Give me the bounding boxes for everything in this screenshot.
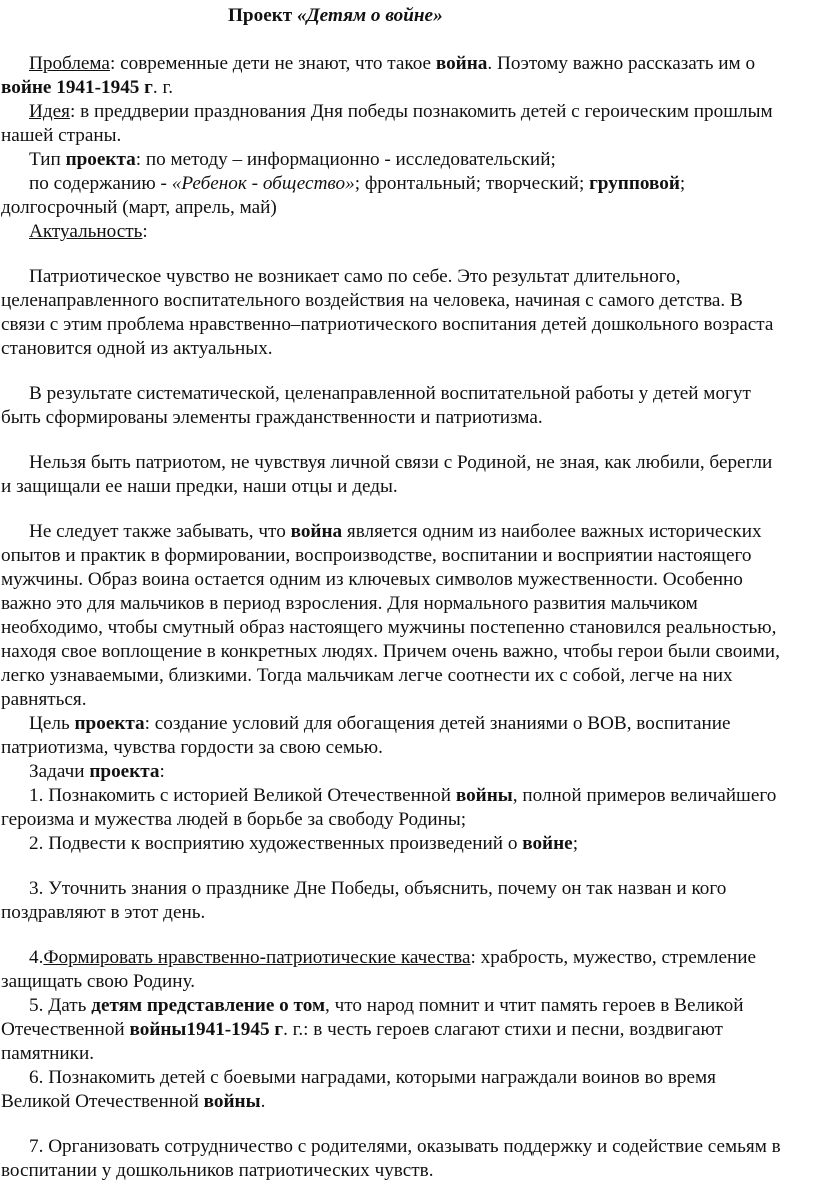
relevance-paragraph-1: Патриотическое чувство не возникает само по себе. Это результат длительного, целенаправленного воспитательного воздействия на человека, начиная с самого детства. В связи с этим проблема нравственно–патриотического воспитания детей дошкольного возраста становится одной из актуальных. [1,266,774,359]
task-item-5: 5. Дать детям представление о том, что народ помнит и чтит память героев в Великой Отечественной войны1941-1945 г. г.: в честь героев слагают стихи и песни, воздвигают памятники. [1,995,744,1064]
problem-paragraph: Проблема: современные дети не знают, что такое война. Поэтому важно рассказать им о войне 1941-1945 г. г. [1,53,756,98]
document-title: Проект «Детям о войне» [228,5,443,26]
task-item-4: 4.Формировать нравственно-патриотические качества: храбрость, мужество, стремление защищать свою Родину. [1,947,757,992]
relevance-heading: Актуальность: [29,221,148,242]
idea-paragraph: Идея: в преддверии празднования Дня победы познакомить детей с героическим прошлым нашей страны. [1,101,773,146]
document-body [1,52,787,1183]
task-item-2: 2. Подвести к восприятию художественных произведений о войне; [29,833,579,854]
goal-paragraph: Цель проекта: создание условий для обогащения детей знаниями о ВОВ, воспитание патриотизма, чувства гордости за свою семью. [1,713,731,758]
relevance-paragraph-2: В результате систематической, целенаправленной воспитательной работы у детей могут быть сформированы элементы гражданственности и патриотизма. [1,383,751,428]
content-paragraph: по содержанию - «Ребенок - общество»; фронтальный; творческий; групповой; долгосрочный (март, апрель, май) [1,173,686,218]
type-paragraph: Тип проекта: по методу – информационно - исследовательский; [29,149,556,170]
relevance-paragraph-3: Нельзя быть патриотом, не чувствуя личной связи с Родиной, не зная, как любили, берегли и защищали ее наши предки, наши отцы и деды. [1,452,773,497]
task-item-3: 3. Уточнить знания о празднике Дне Победы, объяснить, почему он так назван и кого поздравляют в этот день. [1,878,727,923]
project-name: «Детям о войне» [296,5,443,26]
task-item-6: 6. Познакомить детей с боевыми наградами, которыми награждали воинов во время Великой Отечественной войны. [1,1067,716,1112]
task-item-1: 1. Познакомить с историей Великой Отечественной войны, полной примеров величайшего героизма и мужества людей в борьбе за свободу Родины; [1,785,777,830]
relevance-paragraph-4: Не следует также забывать, что война является одним из наиболее важных исторических опытов и практик в формировании, воспроизводстве, воспитании и восприятии настоящего мужчины. Образ воина остается одним из ключевых символов мужественности. Особенно важно это для мальчиков в период взросления. Для нормального развития мальчиком необходимо, чтобы смутный образ настоящего мужчины постепенно становился реальностью, находя свое воплощение в конкретных людях. Причем очень важно, чтобы герои были своими, легко узнаваемыми, близкими. Тогда мальчикам легче соотнести их с собой, легче на них равняться. [1,521,780,710]
tasks-heading: Задачи проекта: [29,761,165,782]
task-item-7: 7. Организовать сотрудничество с родителями, оказывать поддержку и содействие семьям в воспитании у дошкольников патриотических чувств. [1,1136,781,1181]
